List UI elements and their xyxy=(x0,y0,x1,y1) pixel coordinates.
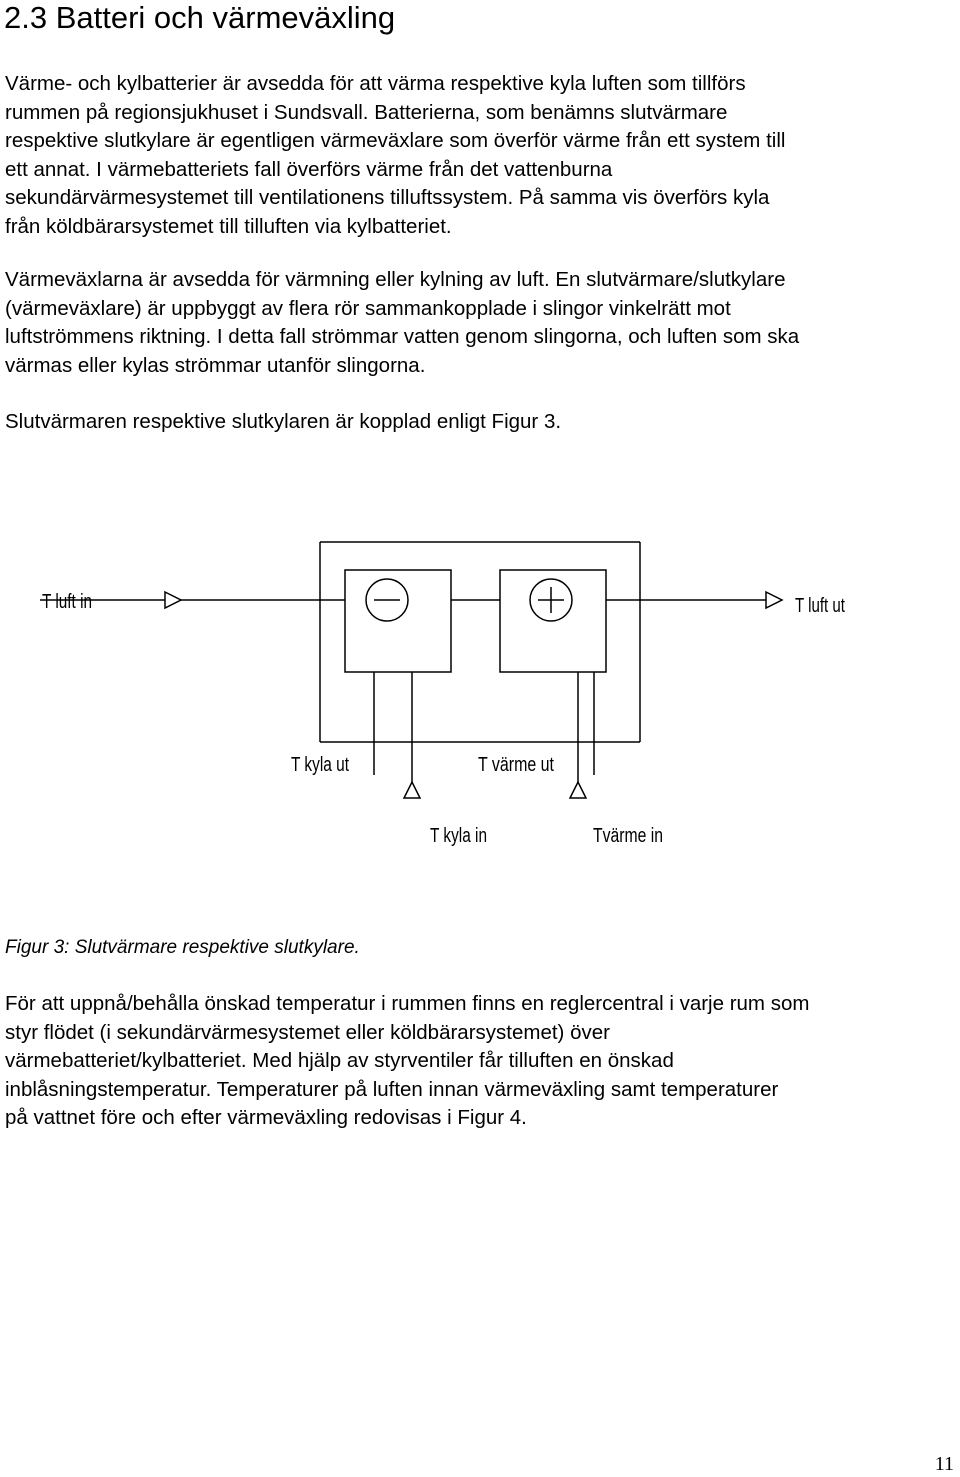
label-t-kyla-ut: T kyla ut xyxy=(291,754,350,776)
label-t-luft-in: T luft in xyxy=(42,591,92,613)
text-line: styr flödet (i sekundärvärmesystemet eller köldbärarsystemet) över xyxy=(5,1020,610,1044)
label-t-kyla-in: T kyla in xyxy=(430,825,487,847)
figure-coil-diagram xyxy=(0,520,960,860)
text-line: rummen på regionsjukhuset i Sundsvall. Batterierna, som benämns slutvärmare xyxy=(5,100,728,124)
heater-supply-arrow-icon xyxy=(570,782,586,798)
paragraph-intro xyxy=(5,70,785,241)
text-line: på vattnet före och efter värmeväxling redovisas i Figur 4. xyxy=(5,1106,527,1129)
text-line: Slutvärmaren respektive slutkylaren är kopplad enligt Figur 3. xyxy=(5,410,562,433)
text-line: sekundärvärmesystemet till ventilationens tilluftssystem. På samma vis överförs kyla xyxy=(5,186,770,209)
page-number: 11 xyxy=(934,1453,954,1475)
paragraph-heat-exchangers xyxy=(5,266,799,380)
label-t-varme-in: Tvärme in xyxy=(593,825,663,847)
paragraph-figure-reference xyxy=(5,408,561,437)
text-line: (värmeväxlare) är uppbyggt av flera rör sammankopplade i slingor vinkelrätt mot xyxy=(5,296,731,320)
label-t-varme-ut: T värme ut xyxy=(478,754,555,776)
text-line: värmas eller kylas strömmar utanför slingorna. xyxy=(5,353,426,377)
section-heading: 2.3 Batteri och värmeväxling xyxy=(4,0,396,35)
text-line: Värmeväxlarna är avsedda för värmning eller kylning av luft. En slutvärmare/slutkylare xyxy=(5,268,786,291)
cooler-supply-arrow-icon xyxy=(404,782,420,798)
text-line: För att uppnå/behålla önskad temperatur i rummen finns en reglercentral i varje rum som xyxy=(5,992,810,1015)
cooler-coil-box xyxy=(345,570,451,672)
text-line: inblåsningstemperatur. Temperaturer på luften innan värmeväxling samt temperaturer xyxy=(5,1077,779,1101)
label-t-luft-ut: T luft ut xyxy=(795,595,846,617)
text-line: luftströmmens riktning. I detta fall strömmar vatten genom slingorna, och luften som ska xyxy=(5,325,800,348)
paragraph-control xyxy=(5,990,809,1133)
plus-icon xyxy=(530,579,572,621)
text-line: ett annat. I värmebatteriets fall överförs värme från det vattenburna xyxy=(5,157,613,181)
figure-caption: Figur 3: Slutvärmare respektive slutkylare. xyxy=(5,937,360,958)
text-line: Värme- och kylbatterier är avsedda för att värma respektive kyla luften som tillförs xyxy=(5,72,746,95)
text-line: respektive slutkylare är egentligen värmeväxlare som överför värme från ett system till xyxy=(5,129,786,152)
air-outlet-arrow-icon xyxy=(766,592,782,608)
text-line: värmebatteriet/kylbatteriet. Med hjälp av styrventiler får tilluften en önskad xyxy=(5,1049,674,1072)
air-inlet-arrow-icon xyxy=(165,592,181,608)
minus-icon xyxy=(366,579,408,621)
text-line: från köldbärarsystemet till tilluften via kylbatteriet. xyxy=(5,214,452,238)
